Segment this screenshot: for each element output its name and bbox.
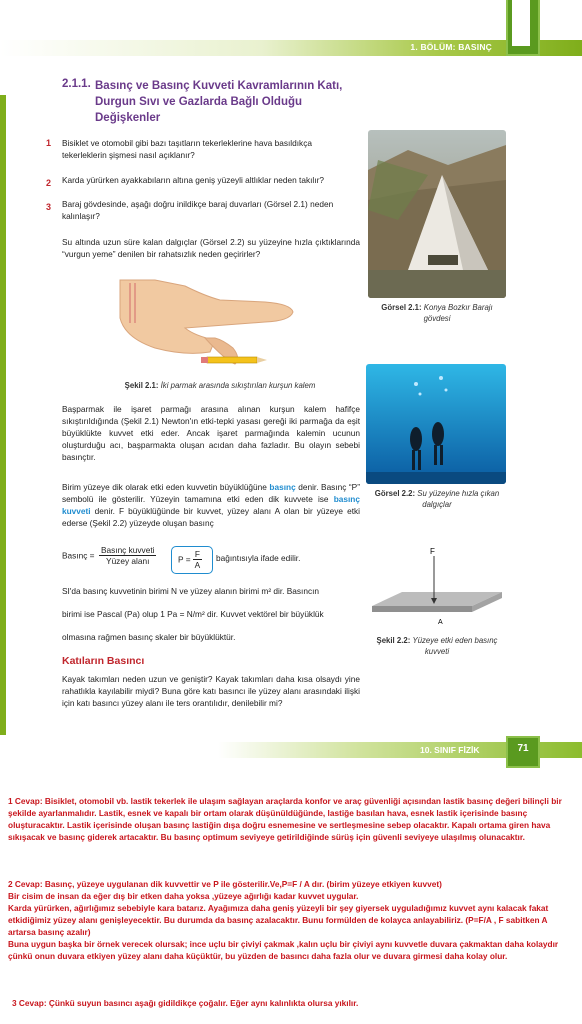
gorsel-21-caption: Görsel 2.1: Konya Bozkır Barajı gövdesi bbox=[381, 303, 493, 323]
term-basinc-kuvveti: basınç kuvveti bbox=[62, 494, 360, 516]
page-number: 71 bbox=[517, 743, 529, 754]
plate-force-figure bbox=[362, 546, 512, 630]
sekil-22-caption: Şekil 2.2: Yüzeye etki eden basınç kuvveti bbox=[376, 636, 498, 656]
question-number: 1 bbox=[46, 138, 52, 148]
section-number: 2.1.1. bbox=[62, 78, 91, 90]
solid-pressure-heading: Katıların Basıncı bbox=[62, 655, 145, 667]
solid-pressure-paragraph: Kayak takımları neden uzun ve geniştir? Kayak takımları daha kısa olsaydı yine rahatlıkla kayılabilir miydi? Buna göre katı basıncı ile yüzey alanı arasındaki ilişki için katı basıncı yüzey alanı ile ters orantılıdır, denilebilir mi? bbox=[62, 674, 360, 708]
answer-3: 3 Cevap: Çünkü suyun basıncı aşağı gidildikçe çoğalır. Eğer aynı kalınlıkta olursa yıkılır. bbox=[12, 998, 359, 1008]
area-label: A bbox=[438, 619, 443, 626]
hand-pencil-figure bbox=[115, 278, 300, 373]
question-text: Baraj gövdesinde, aşağı doğru inildikçe baraj duvarları (Görsel 2.1) neden kalınlaşır? bbox=[62, 199, 334, 221]
question-number: 3 bbox=[46, 202, 52, 212]
word-fraction: $\frac{\text{Basınç kuvveti}}{\text{Yüzey alanı}}$ bbox=[100, 545, 155, 566]
corner-tab-inner bbox=[512, 0, 530, 46]
si-line: birimi ise Pascal (Pa) olup 1 Pa = N/m² dir. Kuvvet vektörel bir büyüklük bbox=[62, 609, 324, 619]
dam-illustration bbox=[368, 130, 506, 298]
diver-question: Su altında uzun süre kalan dalgıçlar (Görsel 2.2) su yüzeyine hızla çıktıklarında “vurgun yeme” denilen bir rahatsızlık neden geçirirler? bbox=[62, 237, 360, 259]
si-line: SI'da basınç kuvvetinin birimi N ve yüzey alanın birimi m² dir. Basıncın bbox=[62, 586, 320, 596]
answer-1: 1 Cevap: Bisiklet, otomobil vb. lastik tekerlek ile ulaşım sağlayan araçlarda konfor ve araç güvenliği açısından lastik basınç değeri bilinçli bir şekilde ayarlanmalıdır. Lastik, esnek ve kapalı bir ortam olarak düşünüldüğünde, lastiğe basılan hava, esnek lastik içerisinde basınç oluşturacaktır. Lastik içerisinde oluşan basınç lastiğin dışa doğru esnemesine ve sertleşmesine sebep olacaktır. Kapalı ortama giren hava sıkışacak ve basınç giderek artacaktır. Bu basınç optimum seviyeye getirildiğinde sürüş için güvenli seviyeye ulaşılmış olunacaktır. bbox=[8, 796, 562, 842]
paragraph-pencil: Başparmak ile işaret parmağı arasına alınan kurşun kalem hafifçe sıkıştırıldığında (Şekil 2.1) Newton'ın etki-tepki yasası gereği iki parmağa da eşit büyüklükte kuvvet etki eder. Ancak işaret parmağında kalemin ucunun oluşturduğu acı, başparmakta oluşan acıdan daha fazladır. Bu olayın sebebi basınçtır. bbox=[62, 404, 360, 462]
left-accent-bar bbox=[0, 95, 6, 735]
chapter-label: 1. BÖLÜM: BASINÇ bbox=[410, 42, 492, 52]
plate-illustration bbox=[362, 546, 512, 630]
question-text: Karda yürürken ayakkabıların altına geniş yüzeyli altlıklar neden takılır? bbox=[62, 175, 324, 185]
answer-2: 2 Cevap: Basınç, yüzeye uygulanan dik kuvvettir ve P ile gösterilir.Ve,P=F / A dır. (birim yüzeye etkiyen kuvvet) Bir cisim de insan da eğer dış bir etken daha yoksa ,yüzeye ağırlığı kadar kuvvet uygular. Karda yürürken, ağırlığımız sebebiyle kara batarız. Ayağımıza daha geniş yüzeyli bir şey giyersek uyguladığımız kuvvet aynı kalacak fakat etkidiğimiz yüzey alanı genişleyecektir. Bu durumda da basınç azalacaktır. Bunu formülden de kolayca anlayabiliriz. (P=F/A , F sabitken A artarsa basınç azalır) Buna uygun başka bir örnek verecek olursak; ince uçlu bir çiviyi çakmak ,kalın uçlu bir çiviyi aynı kuvvetle duvara çakmaktan daha kolaydır çünkü onun duvara etkiyen yüzey alanı daha küçüktür, bu yüzden de basıncı daha fazla olur ve duvara girmesi daha kolay olur. bbox=[8, 879, 559, 961]
pencil-icon bbox=[201, 357, 267, 363]
question-number: 2 bbox=[46, 178, 52, 188]
diver-illustration bbox=[366, 364, 506, 484]
sekil-21-caption: Şekil 2.1: İki parmak arasında sıkıştırılan kurşun kalem bbox=[124, 381, 316, 390]
dam-photo bbox=[368, 130, 506, 298]
symbol-formula: P = $\frac{F}{A}$ bbox=[178, 549, 201, 570]
section-title: Basınç ve Basınç Kuvveti Kavramlarının Katı, Durgun Sıvı ve Gazlarda Bağlı Olduğu Değişkenler bbox=[95, 80, 343, 124]
pressure-formula: Basınç = $\frac{\text{Basınç kuvveti}}{\text{Yüzey alanı}}$ bbox=[62, 545, 155, 566]
hand-illustration bbox=[115, 278, 300, 373]
question-text: Bisiklet ve otomobil gibi bazı taşıtların tekerleklerine hava basıldıkça tekerleklerin şişmesi nasıl açıklanır? bbox=[62, 138, 312, 160]
term-basinc: basınç bbox=[269, 482, 296, 492]
header-band bbox=[0, 40, 582, 56]
gorsel-22-caption: Görsel 2.2: Su yüzeyine hızla çıkan dalgıçlar bbox=[374, 489, 500, 509]
paragraph-definition: Birim yüzeye dik olarak etki eden kuvvetin büyüklüğüne basınç denir. Basınç “P” sembolü ile gösterilir. Yüzeyin tamamına etki eden dik kuvvete ise basınç kuvveti denir. F büyüklüğünde bir kuvvet, yüzey alanı A olan bir yüzeye etki ederse (Şekil 2.2) yüzeyde oluşan basınç bbox=[62, 482, 360, 528]
footer-label: 10. SINIF FİZİK bbox=[420, 745, 480, 755]
diver-photo bbox=[366, 364, 506, 484]
formula-tail: bağıntısıyla ifade edilir. bbox=[216, 553, 301, 563]
si-line: olmasına rağmen basınç skaler bir büyüklüktür. bbox=[62, 632, 236, 642]
force-label: F bbox=[430, 547, 435, 556]
